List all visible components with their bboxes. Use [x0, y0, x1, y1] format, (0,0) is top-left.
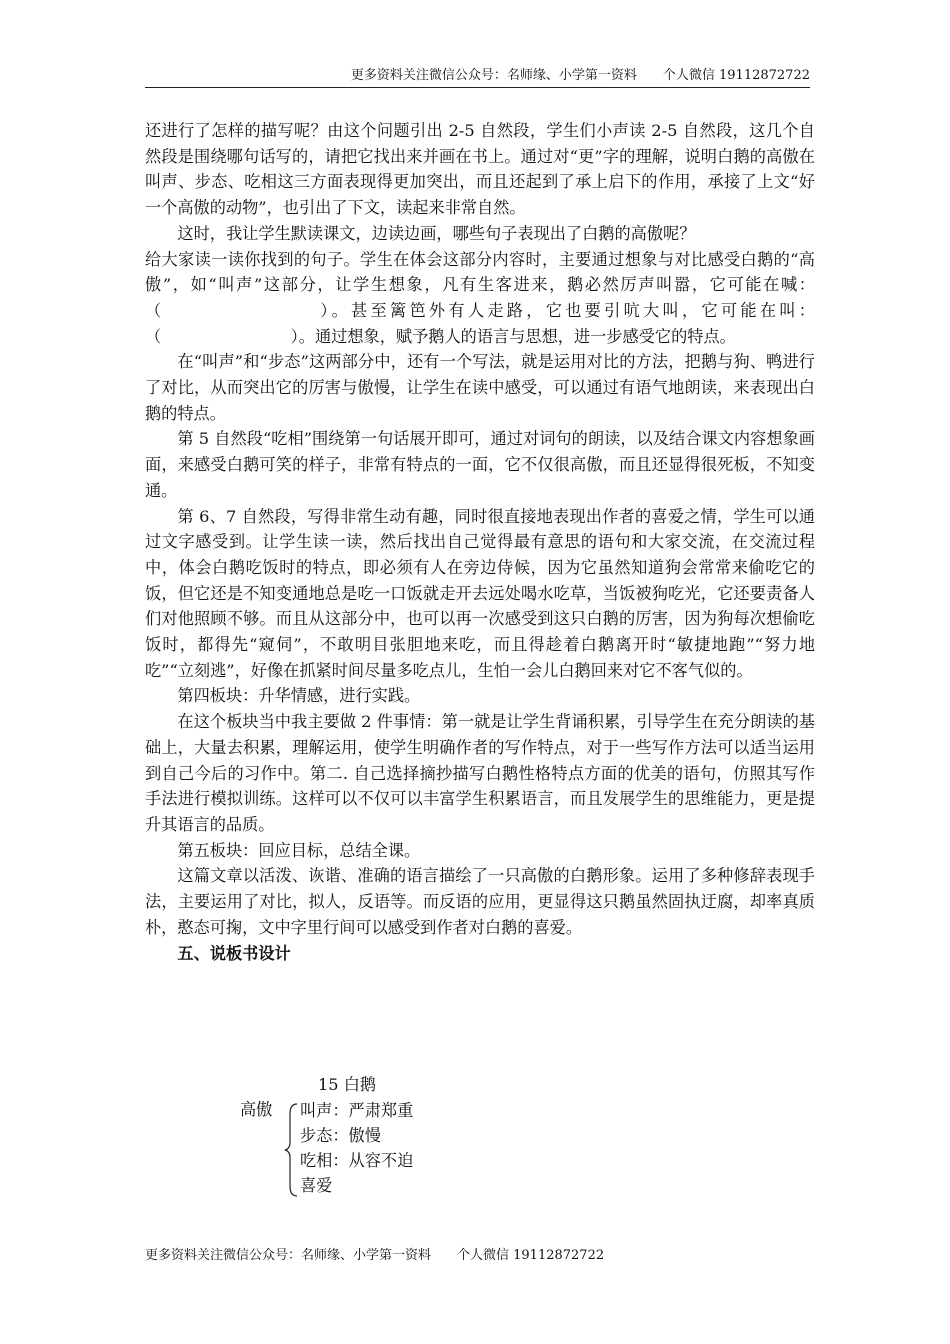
section-heading: 五、说板书设计 — [177, 943, 291, 963]
document-body — [145, 118, 815, 966]
board-item: 叫声：严肃郑重 — [300, 1101, 414, 1120]
paragraph: 这时，我让学生默读课文，边读边画，哪些句子表现出了白鹅的高傲呢？ — [177, 223, 696, 243]
board-item: 喜爱 — [300, 1176, 333, 1195]
board-item: 吃相：从容不迫 — [300, 1151, 414, 1170]
header-divider — [145, 87, 810, 88]
paragraph: 第 6、7 自然段，写得非常生动有趣，同时很直接地表现出作者的喜爱之情，学生可以通过文字感受到。让学生读一读，然后找出自己觉得最有意思的语句和大家交流，在交流过程中，体会白鹅吃饭时的特点，即必须有人在旁边侍候，因为它虽然知道狗会常常来偷吃它的饭，但它还是不知变通地总是吃一口饭就走开去远处喝水吃草，当饭被狗吃光，它还要责备人们对他照顾不够。而且从这部分中，也可以再一次感受到这只白鹅的厉害，因为狗每次想偷吃饭时，都得先“窥伺”，不敢明目张胆地来吃，而且得趁着白鹅离开时“敏捷地跑”“努力地吃”“立刻逃”，好像在抓紧时间尽量多吃点儿，生怕一会儿白鹅回来对它不客气似的。 — [145, 506, 815, 680]
board-main-word: 高傲 — [240, 1100, 273, 1119]
board-brace — [282, 1102, 300, 1198]
paragraph: 在这个板块当中我主要做 2 件事情：第一就是让学生背诵积累，引导学生在充分朗读的基础上，大量去积累，理解运用，使学生明确作者的写作特点，对于一些写作方法可以适当运用到自己今后的习作中。第二. 自己选择摘抄描写白鹅性格特点方面的优美的语句，仿照其写作手法进行模拟训练。这样可以不仅可以丰富学生积累语言，而且发展学生的思维能力，更是提升其语言的品质。 — [145, 712, 815, 834]
board-item: 步态：傲慢 — [300, 1126, 381, 1145]
paragraph: 给大家读一读你找到的句子。学生在体会这部分内容时，主要通过想象与对比感受白鹅的“高傲”，如“叫声”这部分，让学生想象，凡有生客进来，鹅必然厉声叫嚣，它可能在喊：（ ）。甚至篱笆外有人走路，它也要引吭大叫，它可能在叫：（ ）。通过想象，赋予鹅人的语言与思想，进一步感受它的特点。 — [145, 249, 815, 346]
section-subheading: 第五板块：回应目标，总结全课。 — [177, 840, 421, 860]
section-subheading: 第四板块：升华情感，进行实践。 — [177, 686, 421, 706]
paragraph-continued: 还进行了怎样的描写呢？由这个问题引出 2-5 自然段，学生们小声读 2-5 自然段，这几个自然段是围绕哪句话写的，请把它找出来并画在书上。通过对“更”字的理解，说明白鹅的高傲在叫声、步态、吃相这三方面表现得更加突出，而且还起到了承上启下的作用，承接了上文“好一个高傲的动物”，也引出了下文，读起来非常自然。 — [145, 121, 815, 218]
page-footer: 更多资料关注微信公众号：名师缘、小学第一资料 个人微信 19112872722 — [145, 1248, 605, 1263]
page-header: 更多资料关注微信公众号：名师缘、小学第一资料 个人微信 19112872722 — [350, 68, 810, 83]
board-items — [300, 1098, 413, 1198]
paragraph: 这篇文章以活泼、诙谐、准确的语言描绘了一只高傲的白鹅形象。运用了多种修辞表现手法，主要运用了对比，拟人，反语等。而反语的应用，更显得这只鹅虽然固执迂腐，却率真质朴，憨态可掬，文中字里行间可以感受到作者对白鹅的喜爱。 — [145, 866, 815, 937]
board-title: 15 白鹅 — [318, 1075, 377, 1094]
paragraph: 第 5 自然段“吃相”围绕第一句话展开即可，通过对词句的朗读，以及结合课文内容想象画面，来感受白鹅可笑的样子，非常有特点的一面，它不仅很高傲，而且还显得很死板，不知变通。 — [145, 429, 815, 500]
paragraph: 在“叫声”和“步态”这两部分中，还有一个写法，就是运用对比的方法，把鹅与狗、鸭进行了对比，从而突出它的厉害与傲慢，让学生在读中感受，可以通过有语气地朗读，来表现出白鹅的特点。 — [145, 352, 815, 423]
